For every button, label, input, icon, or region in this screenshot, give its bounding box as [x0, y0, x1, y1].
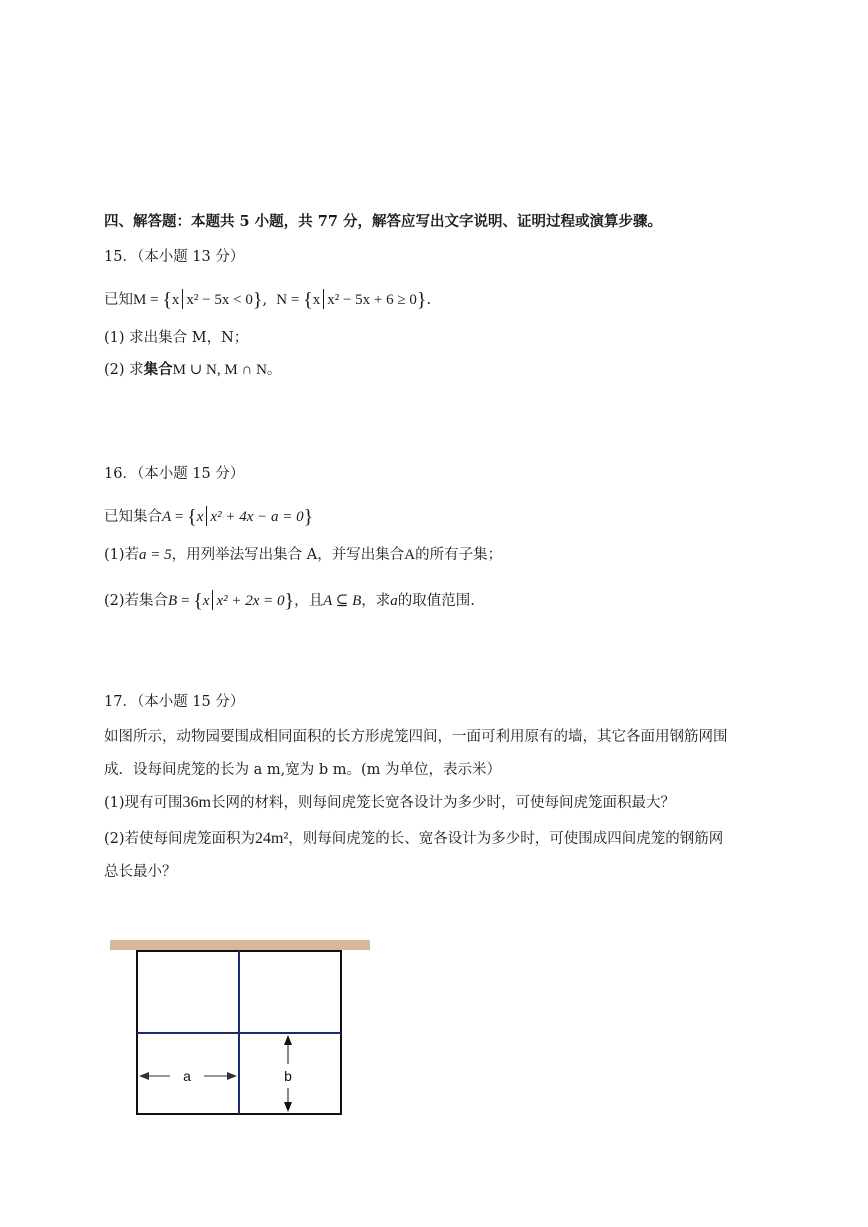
section-header: 四、解答题：本题共 5 小题，共 77 分，解答应写出文字说明、证明过程或演算步骤。: [104, 213, 662, 230]
label-a: a: [183, 1068, 191, 1084]
q15-part2-math: M ∪ N, M ∩ N: [172, 362, 267, 378]
q16-part1: [104, 545, 502, 565]
set-b-condition: x² + 2x = 0: [216, 593, 285, 609]
q15-part2-prefix: (2) 求: [104, 362, 144, 378]
q16-set-a: A = {x x² + 4x − a = 0}: [162, 506, 314, 528]
q16-part1-suffix: 的所有子集；: [415, 547, 503, 563]
set-a-condition: x² + 4x − a = 0: [210, 509, 304, 525]
q15-title: 15．（本小题 13 分）: [104, 249, 245, 265]
width-arrowhead-up: [284, 1035, 292, 1045]
q15-set-m: M = {x x² − 5x < 0}: [133, 289, 263, 311]
q15-given-prefix: 已知: [104, 292, 133, 308]
q16-part2-suffix: 的取值范围.: [397, 593, 475, 609]
q16-part1-prefix: (1)若: [104, 547, 140, 563]
set-b-name: B: [168, 593, 178, 609]
q16-part1-math: a = 5: [139, 547, 172, 563]
q15-set-n: N = {x x² − 5x + 6 ≥ 0}: [276, 289, 427, 311]
q16-part1-math2: A: [404, 547, 416, 563]
q17-desc-line2: 成．设每间虎笼的长为 a m,宽为 b m。(m 为单位，表示米）: [104, 762, 501, 778]
q17-part1-math: 36m: [182, 794, 211, 811]
set-n-condition: x² − 5x + 6 ≥ 0: [327, 292, 417, 308]
length-arrowhead-right: [227, 1072, 237, 1080]
wall: [110, 940, 370, 950]
q15-part1: (1) 求出集合 M，N；: [104, 330, 249, 346]
q16-part2-prefix: (2)若集合: [104, 593, 169, 609]
q15-part2-bold: 集合: [143, 361, 173, 378]
set-n-name: N: [276, 292, 288, 308]
q16-part2-mid: ，且: [294, 593, 324, 609]
tiger-cage-figure: [108, 938, 378, 1120]
q17-title: 17．（本小题 15 分）: [104, 694, 245, 710]
q16-part2-mid2: ，求: [361, 593, 391, 609]
q17-part2-prefix: (2)若使每间虎笼面积为: [104, 831, 256, 847]
q17-part1: [104, 793, 675, 813]
q16-given-prefix: 已知集合: [104, 509, 162, 525]
label-b: b: [284, 1068, 292, 1084]
q17-part2-suffix: ，则每间虎笼的长、宽各设计为多少时，可使围成四间虎笼的钢筋网: [288, 831, 724, 847]
q17-part2-math: 24m²: [255, 830, 289, 847]
q15-part2: [104, 360, 281, 380]
set-a-name: A: [162, 509, 172, 525]
q17-part1-prefix: (1)现有可围: [104, 795, 183, 811]
q16-given: [104, 506, 313, 527]
q17-desc-line1: 如图所示，动物园要围成相同面积的长方形虎笼四间，一面可利用原有的墙，其它各面用钢筋网围: [104, 729, 728, 745]
set-m-condition: x² − 5x < 0: [186, 292, 253, 308]
q16-part2-math: A ⊆ B: [323, 593, 362, 609]
width-arrowhead-down: [284, 1102, 292, 1112]
q15-part2-suffix: 。: [266, 362, 282, 378]
q16-part1-text: ，用列举法写出集合 A，并写出集合: [171, 547, 405, 563]
q17-part2-line2: 总长最小？: [104, 864, 177, 880]
q16-part2-math2: a: [390, 593, 398, 609]
q15-given: 已知M = {x x² − 5x < 0}, N = {x x² − 5x + 6 ≥ 0}.: [104, 289, 432, 311]
length-arrowhead-left: [139, 1072, 149, 1080]
q17-part2: [104, 829, 723, 849]
q16-part2: [104, 590, 475, 611]
set-m-name: M: [133, 292, 147, 308]
q17-part1-suffix: 长网的材料，则每间虎笼长宽各设计为多少时，可使每间虎笼面积最大？: [211, 795, 675, 811]
q16-title: 16．（本小题 15 分）: [104, 466, 245, 482]
q16-set-b: B = {x x² + 2x = 0}: [168, 590, 295, 612]
